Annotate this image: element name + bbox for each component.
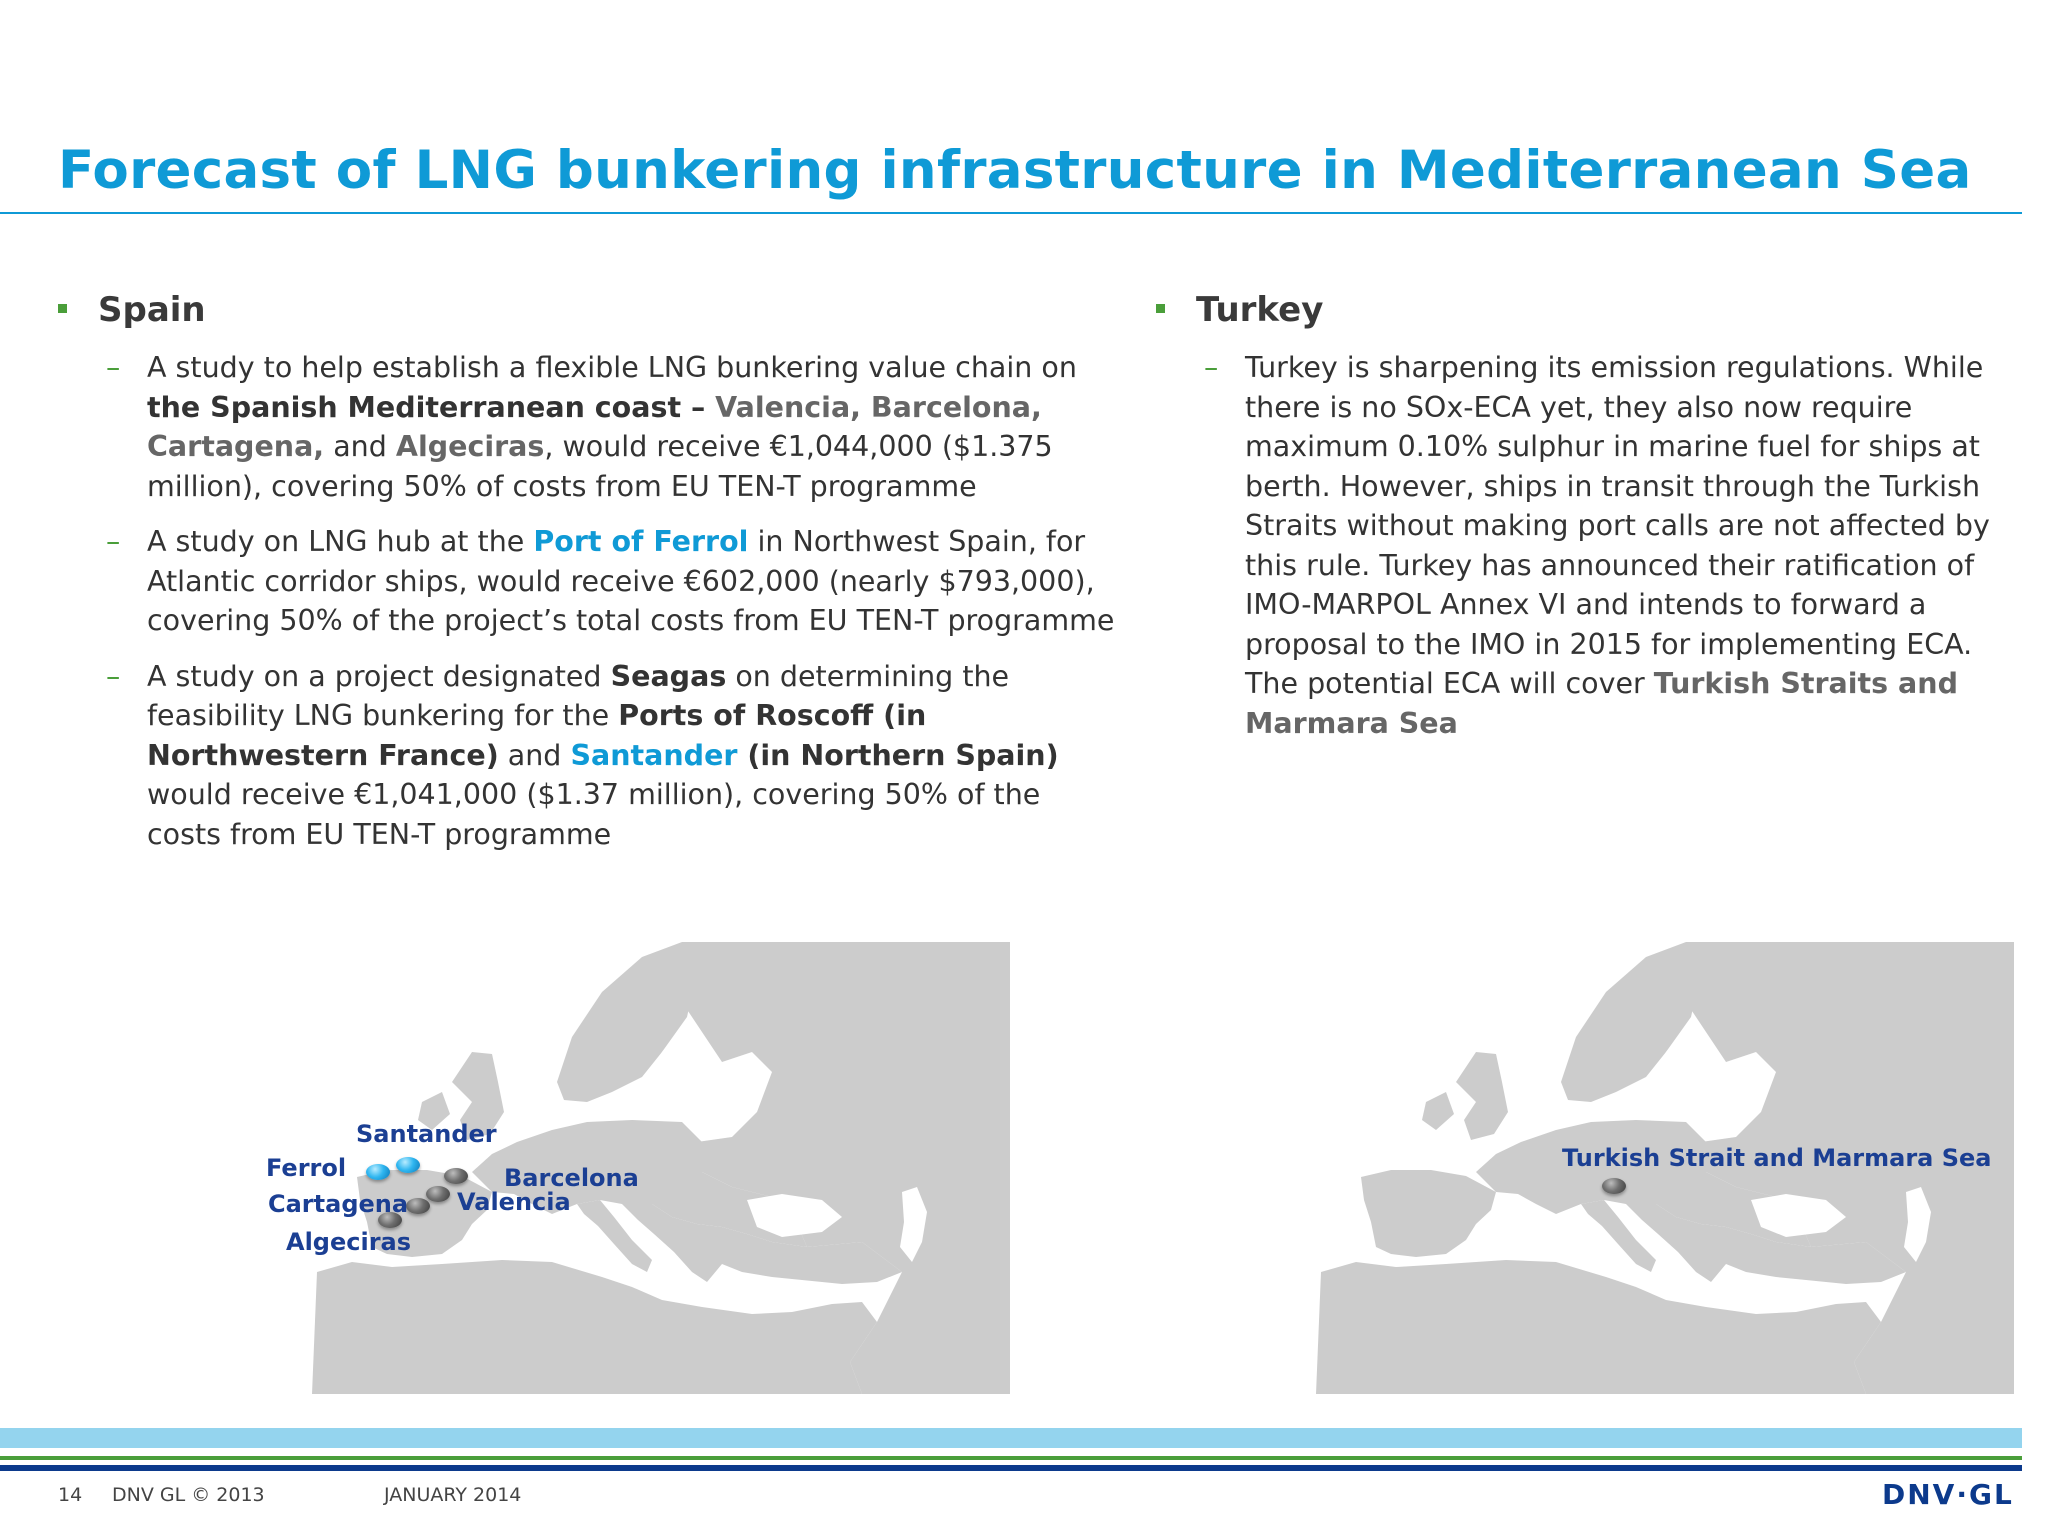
text-run-blue: Santander [570,738,738,772]
footer-band-dark [0,1465,2022,1471]
page-number: 14 [58,1484,83,1506]
spain-heading-row [58,290,1118,332]
text-run: A study on a project designated [147,659,611,693]
city-label-valencia: Valencia [457,1188,571,1216]
text-run: in Northwest Spain, for Atlantic corridor ships, would receive €602,000 (nearly $793,000), covering 50% of the project’s total costs from EU TEN-T programme [147,525,1115,637]
text-run: , would receive €1,044,000 ($1.375 million), covering 50% of costs from EU TEN-T programme [147,430,1053,503]
text-run: on determining the feasibility LNG bunkering for the [147,659,1010,732]
strait-marker-icon [1602,1178,1626,1194]
text-run-blue: Port of Ferrol [533,525,749,558]
square-bullet-icon [58,304,67,313]
footer-date: JANUARY 2014 [384,1484,522,1506]
text-run: and [498,738,571,772]
footer-band-green [0,1456,2022,1460]
dash-bullet-icon: – [106,525,121,558]
turkey-heading-row [1156,290,2026,332]
text-run-bold: Seagas [610,659,727,693]
text-run-grey: Valencia, Barcelona, Cartagena, [147,390,1042,463]
text-run-bold: Ports of Roscoff (in Northwestern France) [147,699,927,772]
spain-bullet-valencia-study [58,348,1118,506]
square-bullet-icon [1156,304,1165,313]
spain-ports-map [266,942,1010,1394]
port-marker-cartagena-icon [406,1198,430,1214]
turkey-heading: Turkey [1196,290,1324,330]
slide-title: Forecast of LNG bunkering infrastructure in Mediterranean Sea [58,140,1972,201]
city-label-barcelona: Barcelona [504,1164,639,1192]
text-run-grey: Turkish Straits and Marmara Sea [1245,667,1958,740]
spain-bullet-seagas-study [58,657,1118,855]
turkey-bullet-regulations [1156,348,2026,743]
dnv-gl-logo: DNV·GL [1882,1478,2014,1511]
spain-heading: Spain [98,290,206,330]
footer-band-light [0,1428,2022,1448]
text-run: would receive €1,041,000 ($1.37 million), covering 50% of the costs from EU TEN-T programme [147,778,1041,851]
text-run: Turkey is sharpening its emission regulations. While there is no SOx-ECA yet, they also now require maximum 0.10% sulphur in marine fuel for ships at berth. However, ships in transit through the Turkish Straits without making port calls are not affected by this rule. Turkey has announced their ratification of IMO-MARPOL Annex VI and intends to forward a proposal to the IMO in 2015 for implementing ECA. The potential ECA will cover [1245,351,1990,700]
title-underline [0,212,2022,214]
port-marker-santander-icon [396,1157,420,1173]
spain-bullet-ferrol-study [58,522,1118,641]
footer-copyright: DNV GL © 2013 [112,1484,265,1506]
text-run: and [324,430,396,463]
city-label-ferrol: Ferrol [266,1154,347,1182]
dash-bullet-icon: – [1204,351,1219,384]
spain-bullet-list [58,348,1118,854]
port-marker-barcelona-icon [444,1168,468,1184]
city-label-santander: Santander [356,1120,497,1148]
port-marker-valencia-icon [426,1186,450,1202]
text-run: A study on LNG hub at the [147,525,534,558]
city-label-cartagena: Cartagena [268,1190,409,1218]
dash-bullet-icon: – [106,351,121,384]
port-marker-ferrol-icon [366,1164,390,1180]
strait-label: Turkish Strait and Marmara Sea [1562,1144,1992,1172]
text-run-bold: the Spanish Mediterranean coast – [147,390,716,424]
text-run-grey: Algeciras [395,430,545,463]
text-run-bold: (in Northern Spain) [737,738,1059,772]
city-label-algeciras: Algeciras [286,1228,412,1256]
turkey-strait-map [1306,942,2014,1394]
turkey-bullet-list [1156,348,2026,743]
turkey-section [1156,290,2026,759]
text-run: A study to help establish a flexible LNG bunkering value chain on [147,351,1077,384]
dash-bullet-icon: – [106,659,121,693]
spain-section [58,290,1118,870]
